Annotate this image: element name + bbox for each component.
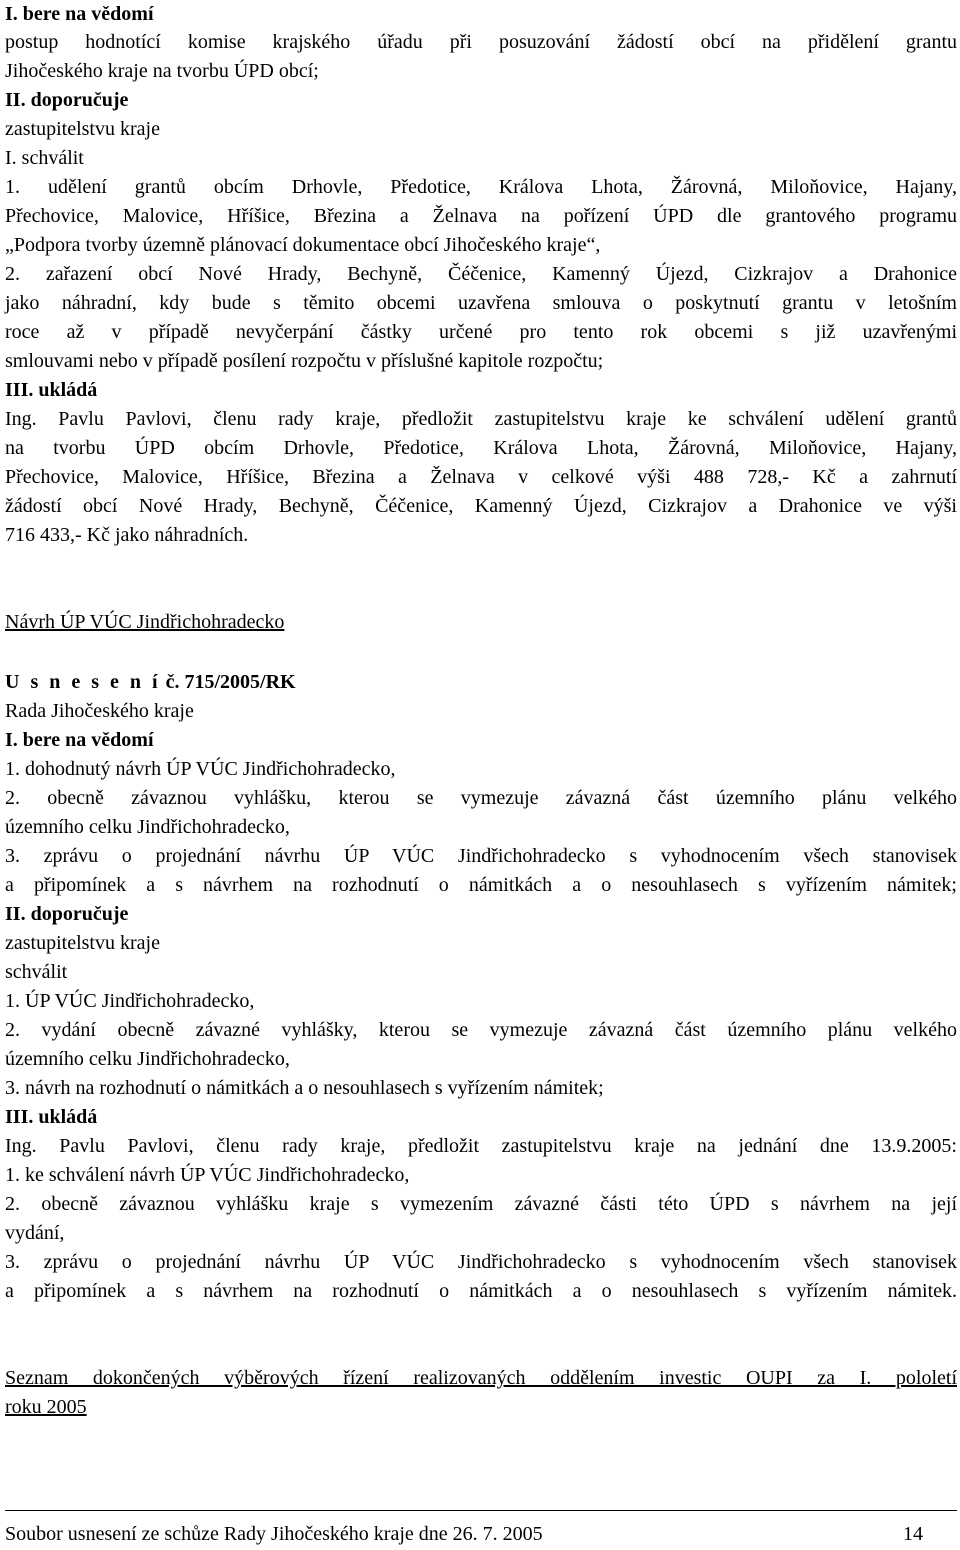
text-line: územního celku Jindřichohradecko, xyxy=(5,816,290,838)
text-line: a připomínek a s návrhem na rozhodnutí o námitkách a o nesouhlasech s vyřízením námitek. xyxy=(5,1280,957,1302)
text-line: na tvorbu ÚPD obcím Drhovle, Předotice, Králova Lhota, Žárovná, Miloňovice, Hajany, xyxy=(5,437,957,459)
text-line: Jihočeského kraje na tvorbu ÚPD obcí; xyxy=(5,60,319,82)
heading-uklada: III. ukládá xyxy=(5,1106,98,1128)
text-line: „Podpora tvorby územně plánovací dokumentace obcí Jihočeského kraje“, xyxy=(5,234,601,256)
text-line: 3. návrh na rozhodnutí o námitkách a o nesouhlasech s vyřízením námitek; xyxy=(5,1077,604,1099)
text-line: Přechovice, Malovice, Hříšice, Březina a Želnava na pořízení ÚPD dle grantového programu xyxy=(5,205,957,227)
heading-doporucuje: II. doporučuje xyxy=(5,89,129,111)
text-line: Přechovice, Malovice, Hříšice, Březina a Želnava v celkové výši 488 728,- Kč a zahrnutí xyxy=(5,466,957,488)
text-line: územního celku Jindřichohradecko, xyxy=(5,1048,290,1070)
heading-doporucuje: II. doporučuje xyxy=(5,903,129,925)
text-line: 3. zprávu o projednání návrhu ÚP VÚC Jindřichohradecko s vyhodnocením všech stanovisek xyxy=(5,845,957,867)
text-line: zastupitelstvu kraje xyxy=(5,118,160,140)
heading-bere-na-vedomi: I. bere na vědomí xyxy=(5,729,154,751)
text-line: I. schválit xyxy=(5,147,84,169)
heading-uklada: III. ukládá xyxy=(5,379,98,401)
text-line: 1. ÚP VÚC Jindřichohradecko, xyxy=(5,990,255,1012)
text-line: 2. vydání obecně závazné vyhlášky, kterou se vymezuje závazná část územního plánu velkého xyxy=(5,1019,957,1041)
text-line: a připomínek a s návrhem na rozhodnutí o námitkách a o nesouhlasech s vyřízením námitek; xyxy=(5,874,957,896)
section-title-seznam: Seznam dokončených výběrových řízení realizovaných oddělením investic OUPI za I. pololetí xyxy=(5,1367,957,1389)
resolution-number xyxy=(5,668,296,696)
text-line: vydání, xyxy=(5,1222,65,1244)
section-title-seznam-cont: roku 2005 xyxy=(5,1396,87,1418)
resolution-id: č. 715/2005/RK xyxy=(160,671,296,693)
text-line: 3. zprávu o projednání návrhu ÚP VÚC Jindřichohradecko s vyhodnocením všech stanovisek xyxy=(5,1251,957,1273)
text-line: 2. obecně závaznou vyhlášku, kterou se vymezuje závazná část územního plánu velkého xyxy=(5,787,957,809)
text-line: Ing. Pavlu Pavlovi, členu rady kraje, předložit zastupitelstvu kraje ke schválení udělení grantů xyxy=(5,408,957,430)
text-line: roce až v případě nevyčerpání částky určené pro tento rok obcemi s již uzavřenými xyxy=(5,321,957,343)
text-line: smlouvami nebo v případě posílení rozpočtu v příslušné kapitole rozpočtu; xyxy=(5,350,604,372)
resolution-label: U s n e s e n í xyxy=(5,671,161,693)
heading-bere-na-vedomi: I. bere na vědomí xyxy=(5,3,154,25)
text-line: žádostí obcí Nové Hrady, Bechyně, Čéčenice, Kamenný Újezd, Cizkrajov a Drahonice ve výši xyxy=(5,495,957,517)
page-number: 14 xyxy=(903,1523,923,1545)
text-line: Ing. Pavlu Pavlovi, členu rady kraje, předložit zastupitelstvu kraje na jednání dne 13.9.2005: xyxy=(5,1135,957,1157)
text-line: postup hodnotící komise krajského úřadu při posuzování žádostí obcí na přidělení grantu xyxy=(5,31,957,53)
footer-divider xyxy=(5,1510,957,1511)
text-line: 2. zařazení obcí Nové Hrady, Bechyně, Čéčenice, Kamenný Újezd, Cizkrajov a Drahonice xyxy=(5,263,957,285)
text-line: 716 433,- Kč jako náhradních. xyxy=(5,524,249,546)
text-line: jako náhradní, kdy bude s těmito obcemi uzavřena smlouva o poskytnutí grantu v letošním xyxy=(5,292,957,314)
text-line: 1. udělení grantů obcím Drhovle, Předotice, Králova Lhota, Žárovná, Miloňovice, Hajany, xyxy=(5,176,957,198)
footer-text: Soubor usnesení ze schůze Rady Jihočeského kraje dne 26. 7. 2005 xyxy=(5,1523,543,1545)
text-line: Rada Jihočeského kraje xyxy=(5,700,194,722)
text-line: 1. ke schválení návrh ÚP VÚC Jindřichohradecko, xyxy=(5,1164,410,1186)
section-title-navrh-up-vuc: Návrh ÚP VÚC Jindřichohradecko xyxy=(5,611,285,633)
text-line: 2. obecně závaznou vyhlášku kraje s vymezením závazné části této ÚPD s návrhem na její xyxy=(5,1193,957,1215)
text-line: schválit xyxy=(5,961,68,983)
text-line: 1. dohodnutý návrh ÚP VÚC Jindřichohradecko, xyxy=(5,758,396,780)
text-line: zastupitelstvu kraje xyxy=(5,932,160,954)
